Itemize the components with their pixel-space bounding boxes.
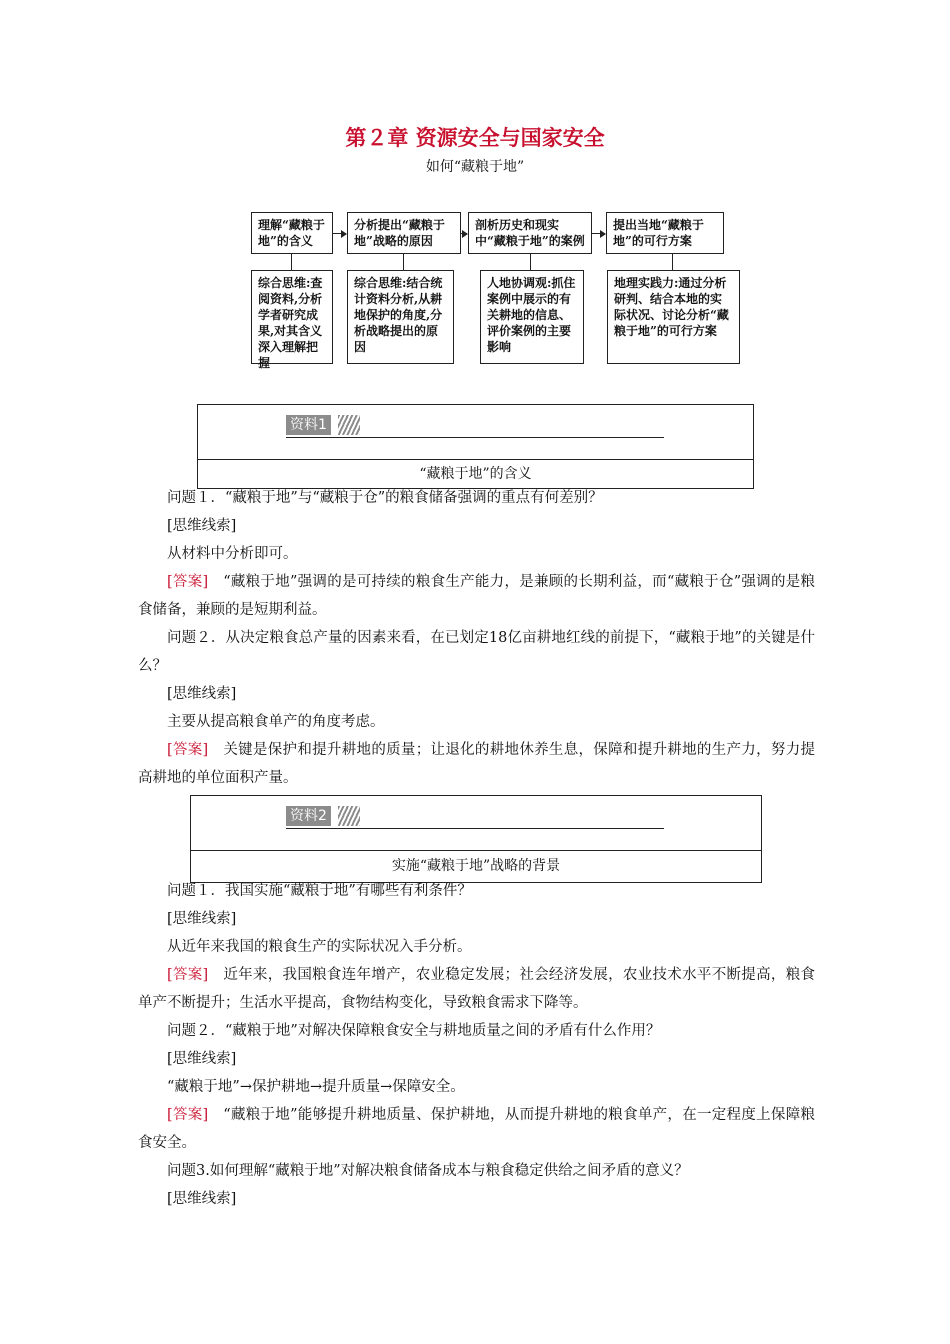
flow-arrow	[333, 233, 346, 234]
material-box-2	[190, 795, 762, 883]
clue-text: 从材料中分析即可。	[167, 546, 298, 562]
flow-detail-4: 地理实践力:通过分析研判、结合本地的实际状况、讨论分析“藏粮于地”的可行方案	[607, 270, 740, 364]
answer-block	[138, 568, 815, 624]
answer-label: [答案]	[167, 967, 209, 983]
material-tag-stripes	[338, 806, 360, 826]
answer-label: [答案]	[167, 742, 209, 758]
answer-text: 关键是保护和提升耕地的质量；让退化的耕地休养生息，保障和提升耕地的生产力，努力提高耕地的单位面积产量。	[138, 742, 815, 786]
question: 问题２．“藏粮于地”对解决保障粮食安全与耕地质量之间的矛盾有什么作用？	[167, 1023, 661, 1039]
flow-detail-3: 人地协调观:抓住案例中展示的有关耕地的信息、评价案例的主要影响	[480, 270, 584, 364]
answer-block	[138, 1101, 815, 1157]
material-tag-stripes	[338, 415, 360, 435]
question: 问题１．我国实施“藏粮于地”有哪些有利条件？	[167, 883, 472, 899]
flow-arrow	[461, 233, 467, 234]
flow-detail-1: 综合思维:查阅资料,分析学者研究成果,对其含义深入理解把握	[251, 270, 333, 364]
flow-connector	[530, 254, 531, 270]
flow-connector	[403, 254, 404, 270]
material-tag: 资料2	[286, 806, 331, 826]
material-divider	[191, 850, 761, 851]
flow-step-1: 理解“藏粮于地”的含义	[251, 212, 333, 254]
material-title: “藏粮于地”的含义	[419, 466, 532, 482]
clue-label: [思维线索]	[167, 1051, 237, 1067]
chapter-title: 第２章 资源安全与国家安全	[345, 126, 605, 150]
flow-step-2: 分析提出“藏粮于地”战略的原因	[347, 212, 461, 254]
clue-label: [思维线索]	[167, 911, 237, 927]
answer-block	[138, 961, 815, 1017]
question: 问题２．从决定粮食总产量的因素来看，在已划定18亿亩耕地红线的前提下，“藏粮于地”的关键是什么？	[138, 630, 815, 674]
section-subtitle: 如何“藏粮于地”	[425, 159, 525, 175]
flow-connector	[291, 254, 292, 270]
material-title: 实施“藏粮于地”战略的背景	[391, 858, 561, 874]
answer-label: [答案]	[167, 1107, 209, 1123]
clue-text: 主要从提高粮食单产的角度考虑。	[167, 714, 385, 730]
material-divider	[198, 459, 753, 460]
clue-label: [思维线索]	[167, 686, 237, 702]
material-tag: 资料1	[286, 415, 331, 435]
flow-detail-2: 综合思维:结合统计资料分析,从耕地保护的角度,分析战略提出的原因	[347, 270, 454, 364]
answer-text: “藏粮于地”能够提升耕地质量、保护耕地，从而提升耕地的粮食单产，在一定程度上保障粮食安全。	[138, 1107, 815, 1151]
flow-arrow	[592, 233, 605, 234]
question: 问题１．“藏粮于地”与“藏粮于仓”的粮食储备强调的重点有何差别？	[167, 490, 603, 506]
material-box-1	[197, 404, 754, 489]
flow-step-4: 提出当地“藏粮于地”的可行方案	[606, 212, 724, 254]
clue-label: [思维线索]	[167, 1191, 237, 1207]
flow-connector	[672, 254, 673, 270]
clue-text: “藏粮于地”→保护耕地→提升质量→保障安全。	[167, 1079, 465, 1095]
answer-text: “藏粮于地”强调的是可持续的粮食生产能力，是兼顾的长期利益，而“藏粮于仓”强调的是粮食储备，兼顾的是短期利益。	[138, 574, 815, 618]
clue-text: 从近年来我国的粮食生产的实际状况入手分析。	[167, 939, 472, 955]
material-rule	[286, 437, 664, 438]
clue-label: [思维线索]	[167, 518, 237, 534]
flow-step-3: 剖析历史和现实中“藏粮于地”的案例	[468, 212, 592, 254]
answer-label: [答案]	[167, 574, 209, 590]
answer-block	[138, 736, 815, 792]
material-rule	[286, 828, 664, 829]
answer-text: 近年来，我国粮食连年增产，农业稳定发展；社会经济发展，农业技术水平不断提高，粮食单产不断提升；生活水平提高，食物结构变化，导致粮食需求下降等。	[138, 967, 815, 1011]
question: 问题3.如何理解“藏粮于地”对解决粮食储备成本与粮食稳定供给之间矛盾的意义？	[167, 1163, 689, 1179]
